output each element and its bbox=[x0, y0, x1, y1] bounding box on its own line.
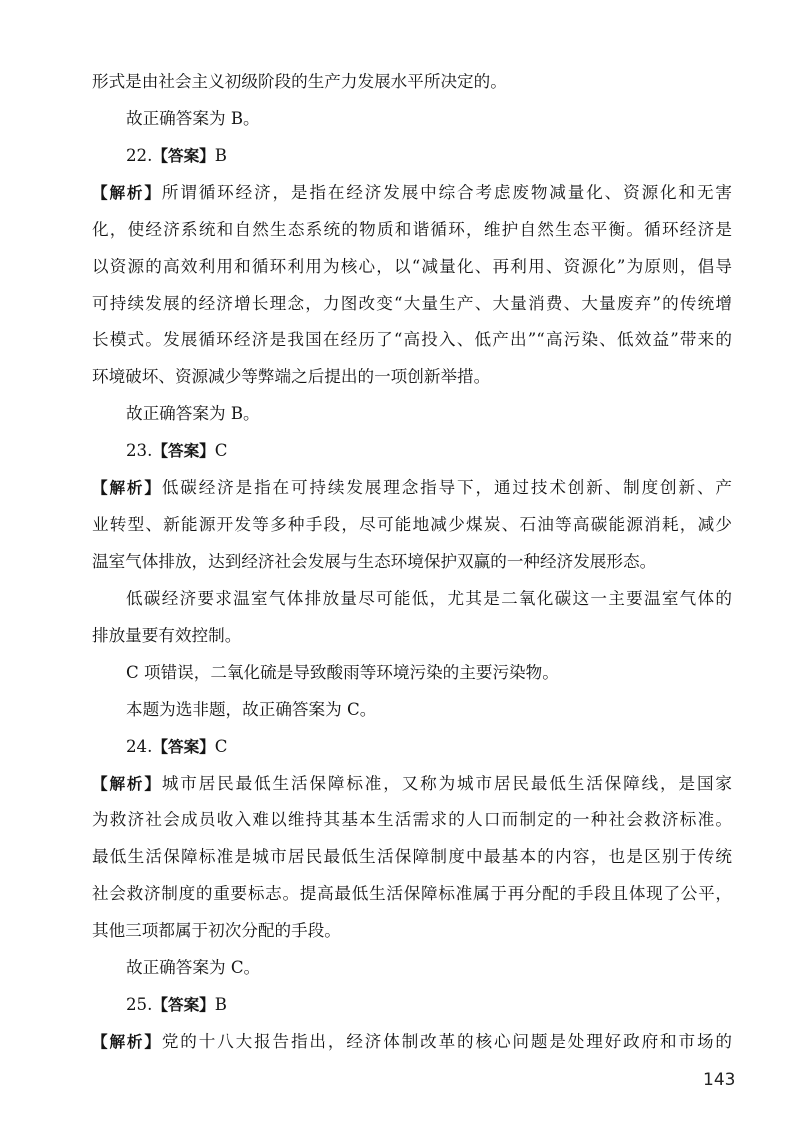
text-line: 为救济社会成员收入难以维持其基本生活需求的人口而制定的一种社会救济标准。 bbox=[92, 810, 732, 829]
text-line: 业转型、新能源开发等多种手段，尽可能地减少煤炭、石油等高碳能源消耗，减少 bbox=[92, 515, 732, 534]
text-line: 最低生活保障标准是城市居民最低生活保障制度中最基本的内容，也是区别于传统 bbox=[92, 847, 732, 866]
analysis-line: 【解析】低碳经济是指在可持续发展理念指导下，通过技术创新、制度创新、产 bbox=[92, 478, 732, 497]
text-line: 长模式。发展循环经济是我国在经历了“高投入、低产出”“高污染、低效益”带来的 bbox=[92, 330, 732, 349]
text-line: 排放量要有效控制。 bbox=[92, 626, 242, 645]
answer-statement: 本题为选非题，故正确答案为 C。 bbox=[126, 700, 377, 719]
text-line: 低碳经济要求温室气体排放量尽可能低，尤其是二氧化碳这一主要温室气体的 bbox=[126, 589, 732, 608]
answer-statement: 故正确答案为 B。 bbox=[126, 404, 260, 423]
analysis-line: 【解析】所谓循环经济，是指在经济发展中综合考虑废物减量化、资源化和无害 bbox=[92, 183, 732, 202]
analysis-line: 【解析】城市居民最低生活保障标准，又称为城市居民最低生活保障线，是国家 bbox=[92, 774, 732, 793]
answer-heading-24: 24.【答案】C bbox=[126, 737, 228, 756]
text-line: 温室气体排放，达到经济社会发展与生态环境保护双赢的一种经济发展形态。 bbox=[92, 552, 657, 571]
text-line: 化，使经济系统和自然生态系统的物质和谐循环，维护自然生态平衡。循环经济是 bbox=[92, 220, 732, 239]
text-line: 社会救济制度的重要标志。提高最低生活保障标准属于再分配的手段且体现了公平， bbox=[92, 884, 732, 903]
analysis-line: 【解析】党的十八大报告指出，经济体制改革的核心问题是处理好政府和市场的 bbox=[92, 1032, 732, 1051]
answer-heading-25: 25.【答案】B bbox=[126, 995, 227, 1014]
text-line: 环境破坏、资源减少等弊端之后提出的一项创新举措。 bbox=[92, 367, 491, 386]
text-line: 可持续发展的经济增长理念，力图改变“大量生产、大量消费、大量废弃”的传统增 bbox=[92, 294, 732, 313]
answer-statement: 故正确答案为 C。 bbox=[126, 958, 261, 977]
text-line: 形式是由社会主义初级阶段的生产力发展水平所决定的。 bbox=[92, 72, 507, 91]
page-number: 143 bbox=[703, 1070, 736, 1090]
text-line: 以资源的高效利用和循环利用为核心，以“减量化、再利用、资源化”为原则，倡导 bbox=[92, 257, 732, 276]
answer-heading-22: 22.【答案】B bbox=[126, 146, 227, 165]
text-line: C 项错误，二氧化硫是导致酸雨等环境污染的主要污染物。 bbox=[126, 663, 559, 682]
text-line: 其他三项都属于初次分配的手段。 bbox=[92, 921, 341, 940]
answer-heading-23: 23.【答案】C bbox=[126, 441, 228, 460]
answer-statement: 故正确答案为 B。 bbox=[126, 109, 260, 128]
